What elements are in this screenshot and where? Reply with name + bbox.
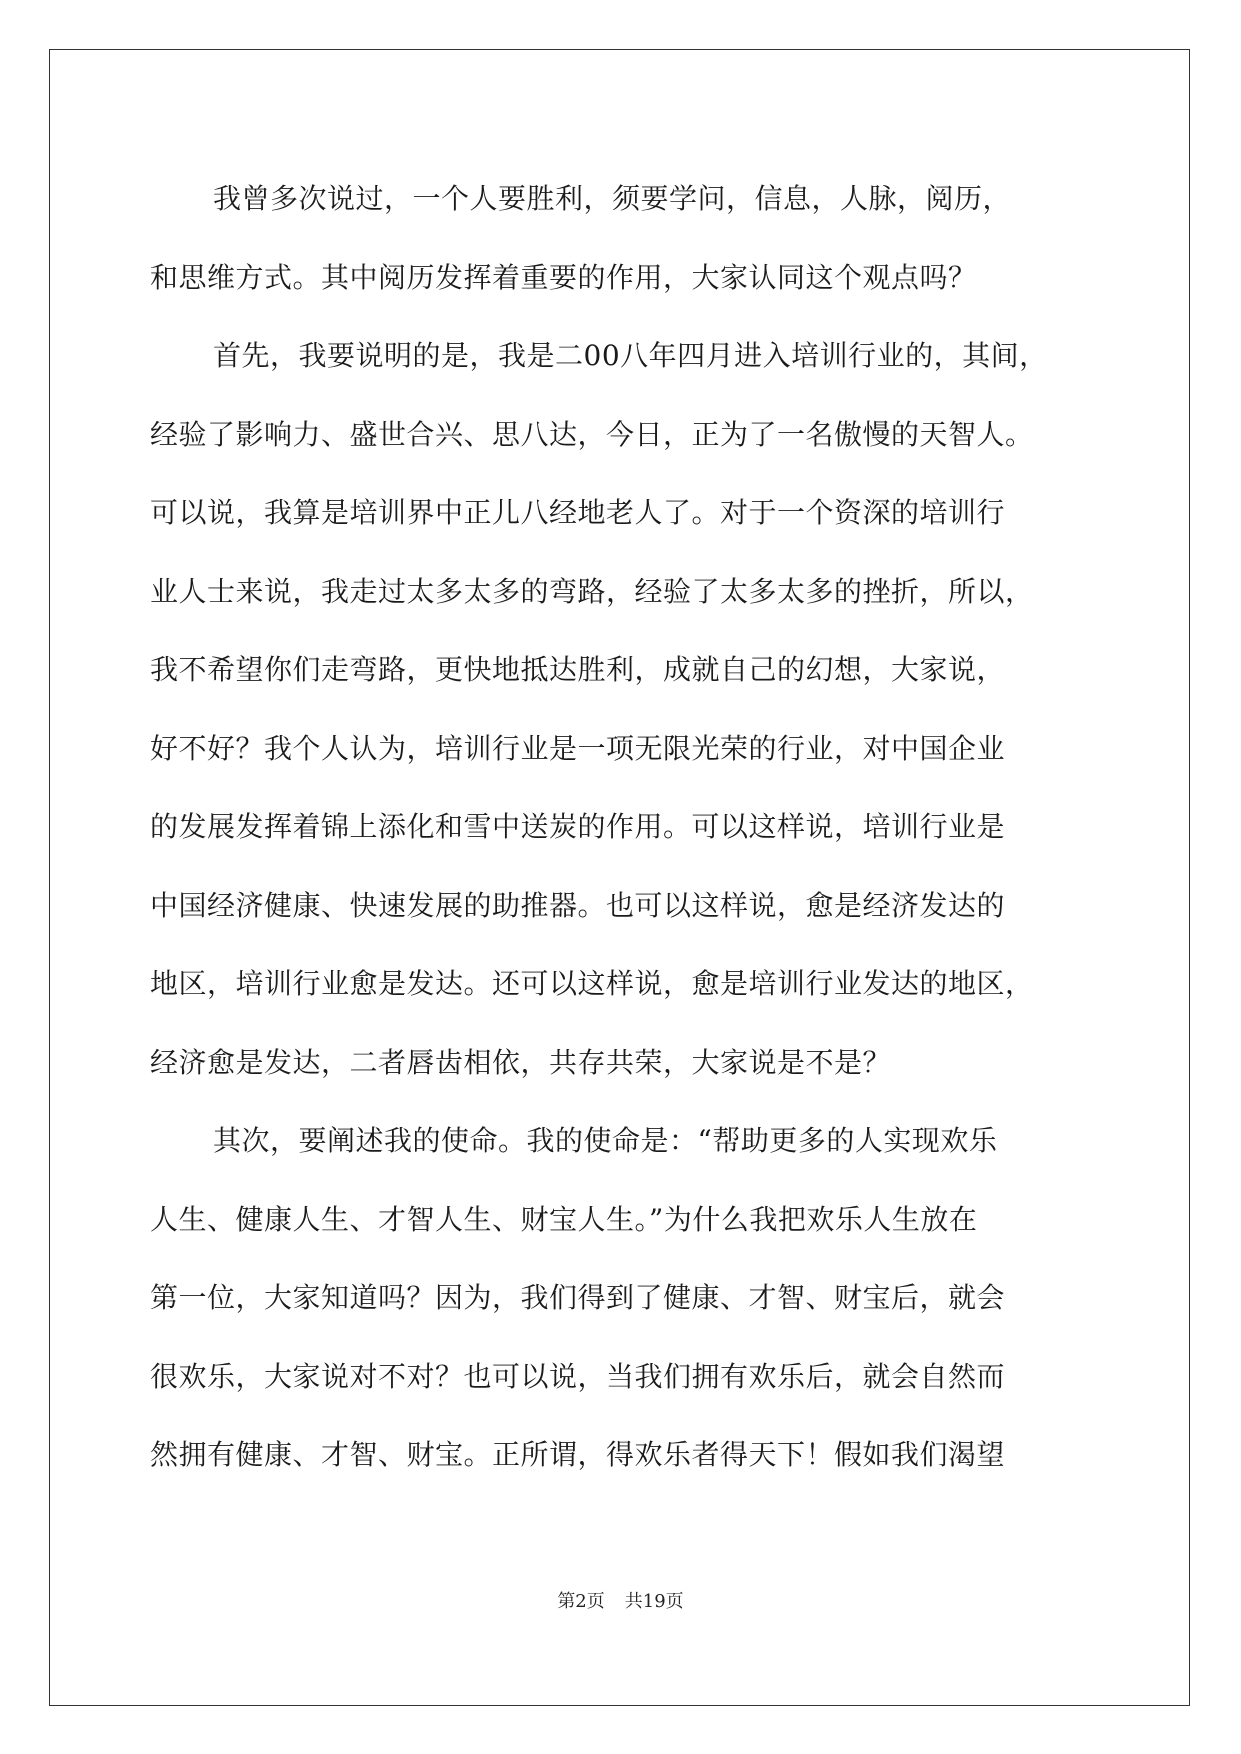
page-total: 共19页 bbox=[624, 1591, 684, 1612]
paragraph-3-line-1: 其次，要阐述我的使命。我的使命是：“帮助更多的人实现欢乐 bbox=[213, 1124, 998, 1157]
paragraph-2-line-10: 经济愈是发达，二者唇齿相依，共存共荣，大家说是不是？ bbox=[150, 1045, 892, 1079]
paragraph-2-line-4: 业人士来说，我走过太多太多的弯路，经验了太多太多的挫折，所以， bbox=[150, 574, 1034, 608]
paragraph-2-line-3: 可以说，我算是培训界中正儿八经地老人了。对于一个资深的培训行 bbox=[150, 496, 1006, 529]
paragraph-2-line-1: 首先，我要说明的是，我是二00八年四月进入培训行业的，其间， bbox=[213, 339, 1048, 372]
page-footer bbox=[0, 1587, 1241, 1613]
paragraph-1-line-1: 我曾多次说过，一个人要胜利，须要学问，信息，人脉，阅历， bbox=[213, 182, 1012, 215]
paragraph-3-line-4: 很欢乐，大家说对不对？也可以说，当我们拥有欢乐后，就会自然而 bbox=[150, 1359, 1006, 1393]
paragraph-1-line-2: 和思维方式。其中阅历发挥着重要的作用，大家认同这个观点吗？ bbox=[150, 260, 977, 294]
paragraph-2-line-6: 好不好？我个人认为，培训行业是一项无限光荣的行业，对中国企业 bbox=[150, 731, 1006, 765]
page-number: 第2页 bbox=[557, 1591, 605, 1612]
paragraph-2-line-5: 我不希望你们走弯路，更快地抵达胜利，成就自己的幻想，大家说， bbox=[150, 653, 1006, 686]
paragraph-3-line-2: 人生、健康人生、才智人生、财宝人生。”为什么我把欢乐人生放在 bbox=[150, 1202, 978, 1236]
paragraph-3-line-3: 第一位，大家知道吗？因为，我们得到了健康、才智、财宝后，就会 bbox=[150, 1281, 1006, 1314]
paragraph-2-line-2: 经验了影响力、盛世合兴、思八达，今日，正为了一名傲慢的天智人。 bbox=[150, 417, 1034, 451]
document-body bbox=[150, 160, 1090, 1495]
paragraph-2-line-8: 中国经济健康、快速发展的助推器。也可以这样说，愈是经济发达的 bbox=[150, 888, 1006, 922]
paragraph-2-line-9: 地区，培训行业愈是发达。还可以这样说，愈是培训行业发达的地区， bbox=[150, 967, 1034, 1000]
paragraph-3-line-5: 然拥有健康、才智、财宝。正所谓，得欢乐者得天下！假如我们渴望 bbox=[150, 1438, 1006, 1471]
paragraph-2-line-7: 的发展发挥着锦上添化和雪中送炭的作用。可以这样说，培训行业是 bbox=[150, 810, 1006, 843]
